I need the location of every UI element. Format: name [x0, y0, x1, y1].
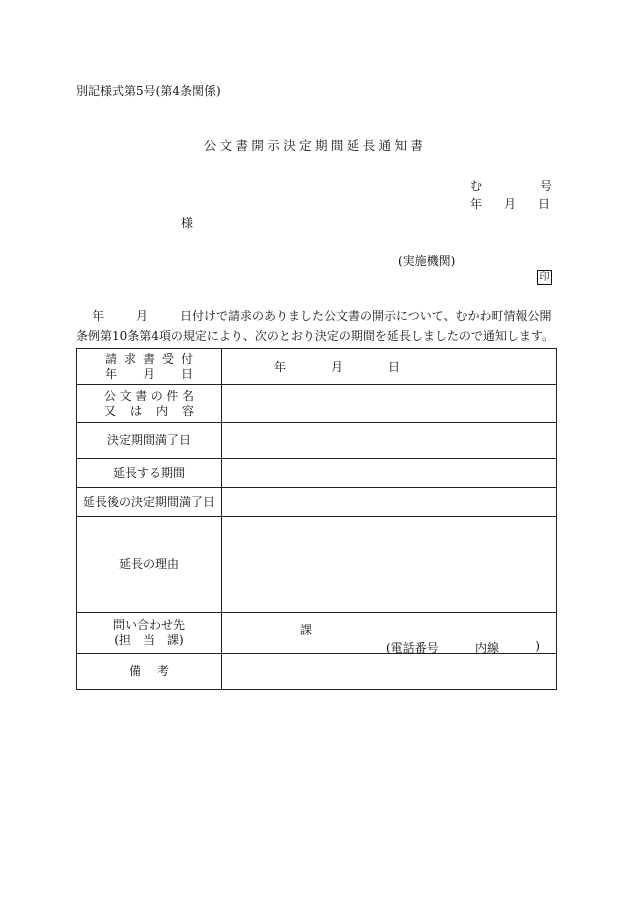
char: 文	[119, 388, 132, 403]
char: 求	[123, 351, 136, 366]
label-contact-bottom: (担 当 課)	[114, 633, 184, 647]
document-number-prefix: む	[470, 179, 483, 193]
label-document-subject-bottom	[104, 404, 194, 419]
label-extended-deadline: 延長後の決定期間満了日	[77, 488, 222, 517]
value-request-received[interactable]	[222, 349, 557, 385]
seal-mark: 印	[537, 270, 552, 285]
date-month: 月	[330, 360, 343, 374]
char: 又	[104, 403, 117, 418]
char: の	[150, 388, 163, 403]
body-line-1-rest: 日付けで請求のありました公文書の開示について、むかわ町情報公開	[180, 309, 552, 323]
char: 件	[166, 388, 179, 403]
phone-close-paren: )	[535, 639, 540, 653]
label-contact	[77, 613, 222, 654]
phone-label: (電話番号	[386, 641, 439, 655]
contact-section-suffix: 課	[300, 623, 313, 637]
notice-form-table	[76, 348, 557, 690]
form-label: 別記様式第5号(第4条関係)	[76, 84, 221, 98]
implementing-organization: (実施機関)	[398, 254, 456, 268]
label-document-subject	[77, 385, 222, 423]
issue-date-year: 年	[470, 197, 483, 211]
label-extension-reason: 延長の理由	[77, 517, 222, 613]
date-day: 日	[387, 360, 400, 374]
body-text	[76, 306, 562, 346]
body-month: 月	[136, 309, 149, 323]
document-title: 公文書開示決定期間延長通知書	[203, 138, 427, 153]
label-request-received-top	[105, 352, 193, 367]
issue-date-day: 日	[537, 197, 550, 211]
row-decision-deadline	[77, 423, 557, 459]
value-extension-period[interactable]	[222, 459, 557, 488]
label-request-received-bottom	[105, 367, 193, 382]
label-request-received	[77, 349, 222, 385]
label-document-subject-top	[104, 389, 194, 404]
row-extended-deadline	[77, 488, 557, 517]
label-contact-top: 問い合わせ先	[112, 618, 185, 632]
issue-date-month: 月	[503, 197, 516, 211]
row-contact	[77, 613, 557, 654]
document-number-suffix: 号	[540, 179, 553, 193]
row-remarks	[77, 654, 557, 690]
label-remarks	[77, 654, 222, 690]
char: 付	[180, 351, 193, 366]
label-decision-deadline: 決定期間満了日	[77, 423, 222, 459]
char: 書	[142, 351, 155, 366]
char: 月	[142, 366, 155, 381]
char: 受	[161, 351, 174, 366]
body-year: 年	[92, 309, 105, 323]
body-line-1	[92, 306, 562, 326]
label-extension-period: 延長する期間	[77, 459, 222, 488]
char: 公	[104, 388, 117, 403]
issue-date	[470, 195, 550, 212]
char: 内	[155, 403, 168, 418]
extension-label: 内線	[474, 641, 499, 655]
char: 考	[156, 664, 169, 678]
char: 日	[180, 366, 193, 381]
recipient-honorific: 様	[181, 216, 194, 230]
row-request-received	[77, 349, 557, 385]
value-contact[interactable]	[222, 613, 557, 654]
char: 容	[181, 403, 194, 418]
row-document-subject	[77, 385, 557, 423]
value-decision-deadline[interactable]	[222, 423, 557, 459]
value-document-subject[interactable]	[222, 385, 557, 423]
value-remarks[interactable]	[222, 654, 557, 690]
char: 請	[105, 351, 118, 366]
row-extension-reason	[77, 517, 557, 613]
value-extension-reason[interactable]	[222, 517, 557, 613]
date-year: 年	[274, 360, 287, 374]
value-extended-deadline[interactable]	[222, 488, 557, 517]
char: 年	[105, 366, 118, 381]
char: 備	[129, 664, 142, 678]
body-line-2: 条例第10条第4項の規定により、次のとおり決定の期間を延長しましたので通知します。	[76, 329, 554, 343]
char: 書	[135, 388, 148, 403]
char: は	[129, 403, 142, 418]
char: 名	[181, 388, 194, 403]
row-extension-period	[77, 459, 557, 488]
request-received-date	[274, 358, 400, 375]
label-remarks-text	[129, 664, 169, 679]
